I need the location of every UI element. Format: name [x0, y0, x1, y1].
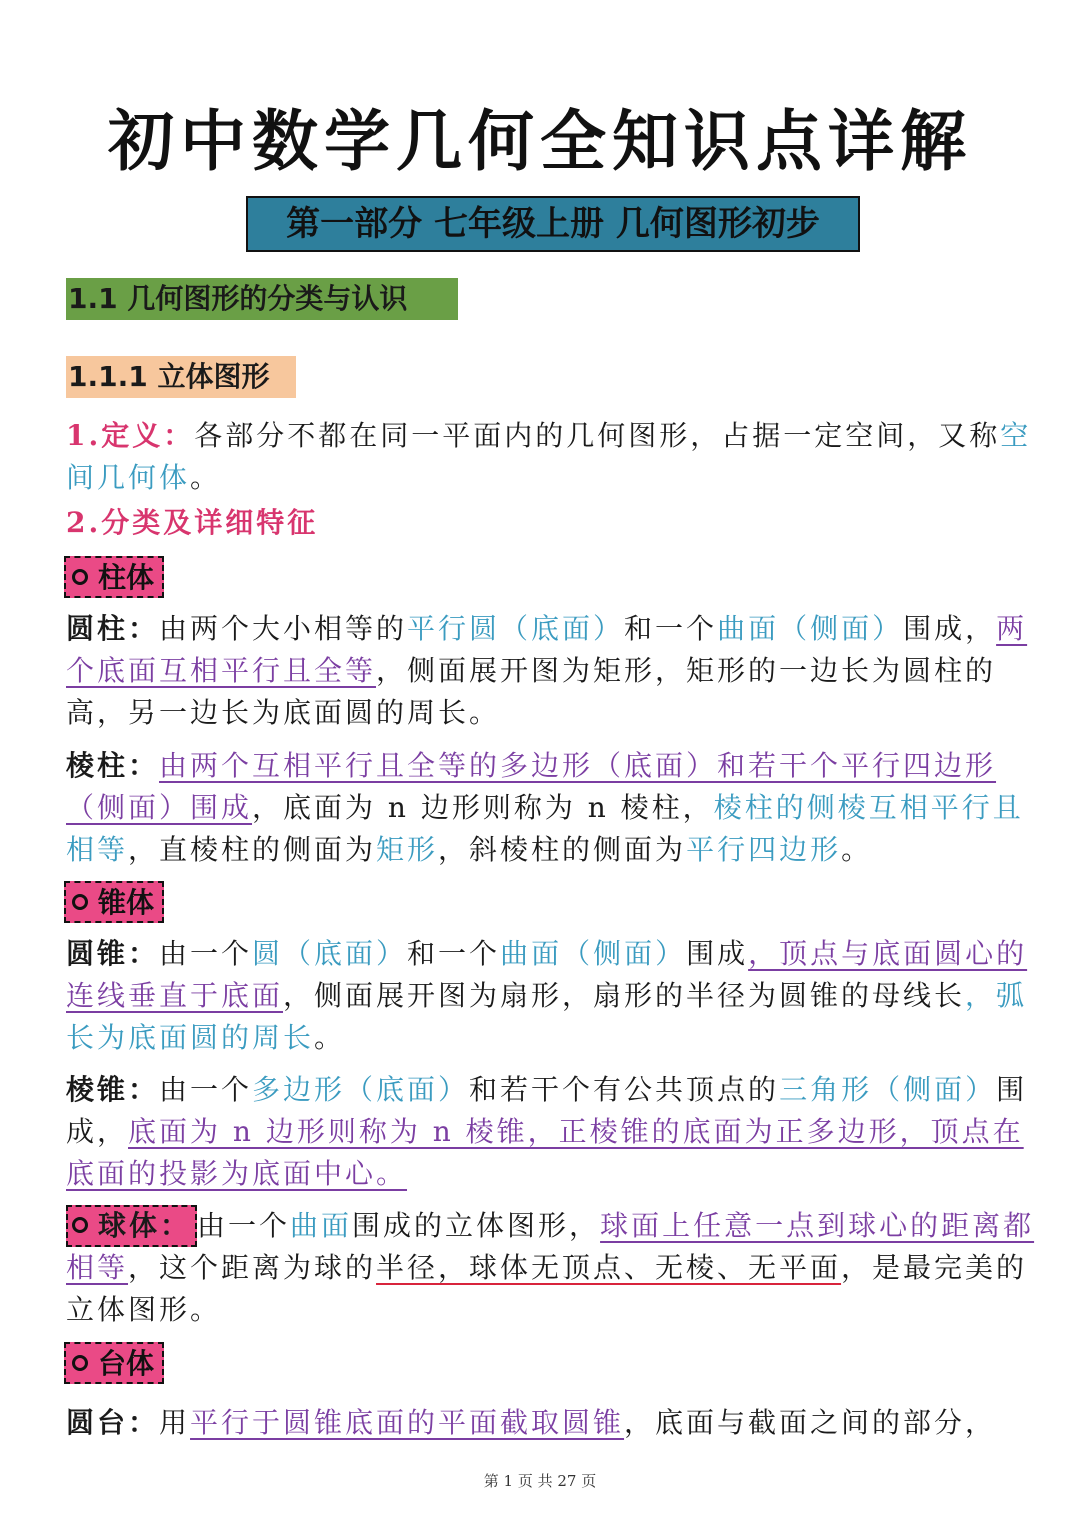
- frustum-text: ，底面与截面之间的部分，: [624, 1406, 997, 1439]
- cylinder-underline: 两个底面互相平行且全等: [66, 612, 1028, 687]
- prism-term: 棱柱：: [66, 749, 160, 782]
- cylinder-highlight: 平行圆（底面）: [407, 612, 625, 645]
- pyramid-term: 棱锥：: [66, 1073, 160, 1106]
- cone-text: 围成: [686, 937, 749, 970]
- tag-label: 柱体: [98, 561, 155, 594]
- cylinder-text: 围成，: [903, 612, 997, 645]
- section-heading-1-1: 1.1 几何图形的分类与认识: [66, 278, 458, 320]
- sphere-text: ，这个距离为球的: [128, 1251, 377, 1284]
- sphere-underline: 球面上任意一点到球心的距离都相等: [66, 1209, 1035, 1284]
- tag-label: 台体: [98, 1347, 155, 1380]
- frustum-term: 圆台：: [66, 1406, 160, 1439]
- cone-text: 和一个: [407, 937, 501, 970]
- frustum-underline: 平行于圆锥底面的平面截取圆锥: [190, 1406, 625, 1439]
- classification-heading: 2.分类及详细特征: [66, 506, 319, 539]
- sphere-text: 围成的立体图形，: [352, 1209, 601, 1242]
- circle-bullet-icon: [72, 569, 88, 585]
- prism-text: ，斜棱柱的侧面为: [438, 833, 687, 866]
- pyramid-text: 围成，: [66, 1073, 1028, 1148]
- circle-bullet-icon: [72, 894, 88, 910]
- tag-zhuiti: [64, 881, 164, 923]
- section-heading-1-1-1: 1.1.1 立体图形: [66, 356, 296, 398]
- cylinder-term: 圆柱：: [66, 612, 160, 645]
- circle-bullet-icon: [72, 1217, 88, 1233]
- sphere-paragraph: [66, 1205, 1046, 1331]
- cylinder-text: 和一个: [624, 612, 718, 645]
- pyramid-highlight: 三角形（侧面）: [779, 1073, 997, 1106]
- definition-highlight: 空间几何体: [66, 419, 1032, 494]
- sphere-text: 由一个: [197, 1209, 291, 1242]
- frustum-paragraph: [66, 1402, 1046, 1444]
- cylinder-paragraph: [66, 608, 1046, 734]
- prism-text: ，底面为 n 边形则称为 n 棱柱，: [252, 791, 714, 824]
- pyramid-text: 和若干个有公共顶点的: [469, 1073, 780, 1106]
- cone-text: 由一个: [159, 937, 253, 970]
- prism-underline: 由两个互相平行且全等的多边形（底面）和若干个平行四边形（侧面）围成: [66, 749, 997, 824]
- cone-text: 。: [314, 1021, 346, 1054]
- cylinder-text: ，侧面展开图为矩形，矩形的一边长为圆柱的高，另一边长为底面圆的周长。: [66, 654, 997, 729]
- sphere-highlight: 曲面: [290, 1209, 353, 1242]
- cone-highlight: ，弧长为底面圆的周长: [66, 979, 1028, 1054]
- pyramid-underline: 底面为 n 边形则称为 n 棱锥，正棱锥的底面为正多边形，顶点在底面的投影为底面中心。: [66, 1115, 1024, 1190]
- definition-text: 各部分不都在同一平面内的几何图形，占据一定空间，又称: [194, 419, 1001, 452]
- cone-term: 圆锥：: [66, 937, 160, 970]
- prism-paragraph: [66, 745, 1046, 871]
- tag-taiti: [64, 1342, 164, 1384]
- cone-highlight: 圆（底面）: [252, 937, 408, 970]
- cylinder-text: 由两个大小相等的: [159, 612, 408, 645]
- prism-highlight: 矩形: [376, 833, 439, 866]
- tag-qiuti: [66, 1205, 197, 1247]
- sphere-red-underline: 半径，球体无顶点、无棱、无平面: [376, 1251, 842, 1284]
- cone-underline: ，顶点与底面圆心的连线垂直于底面: [66, 937, 1028, 1012]
- circle-bullet-icon: [72, 1355, 88, 1371]
- prism-highlight: 平行四边形: [686, 833, 842, 866]
- sphere-text: ，是最完美的立体图形。: [66, 1251, 1028, 1326]
- prism-highlight: 棱柱的侧棱互相平行且相等: [66, 791, 1024, 866]
- cone-paragraph: [66, 933, 1046, 1059]
- prism-text: 。: [841, 833, 873, 866]
- cone-highlight: 曲面（侧面）: [500, 937, 687, 970]
- prism-text: ，直棱柱的侧面为: [128, 833, 377, 866]
- part-banner: 第一部分 七年级上册 几何图形初步: [246, 196, 860, 252]
- pyramid-paragraph: [66, 1069, 1046, 1195]
- page-title: 初中数学几何全知识点详解: [108, 103, 972, 180]
- pyramid-highlight: 多边形（底面）: [252, 1073, 470, 1106]
- definition-end: 。: [190, 461, 222, 494]
- page-footer: 第 1 页 共 27 页: [483, 1472, 597, 1490]
- frustum-text: 用: [159, 1406, 191, 1439]
- cylinder-highlight: 曲面（侧面）: [717, 612, 904, 645]
- tag-label: 锥体: [98, 886, 155, 919]
- definition-paragraph: [66, 415, 1046, 499]
- cone-text: ，侧面展开图为扇形，扇形的半径为圆锥的母线长: [283, 979, 966, 1012]
- definition-label: 1.定义：: [66, 419, 195, 452]
- tag-label: 球体：: [98, 1209, 192, 1242]
- pyramid-text: 由一个: [159, 1073, 253, 1106]
- tag-zhuti: [64, 556, 164, 598]
